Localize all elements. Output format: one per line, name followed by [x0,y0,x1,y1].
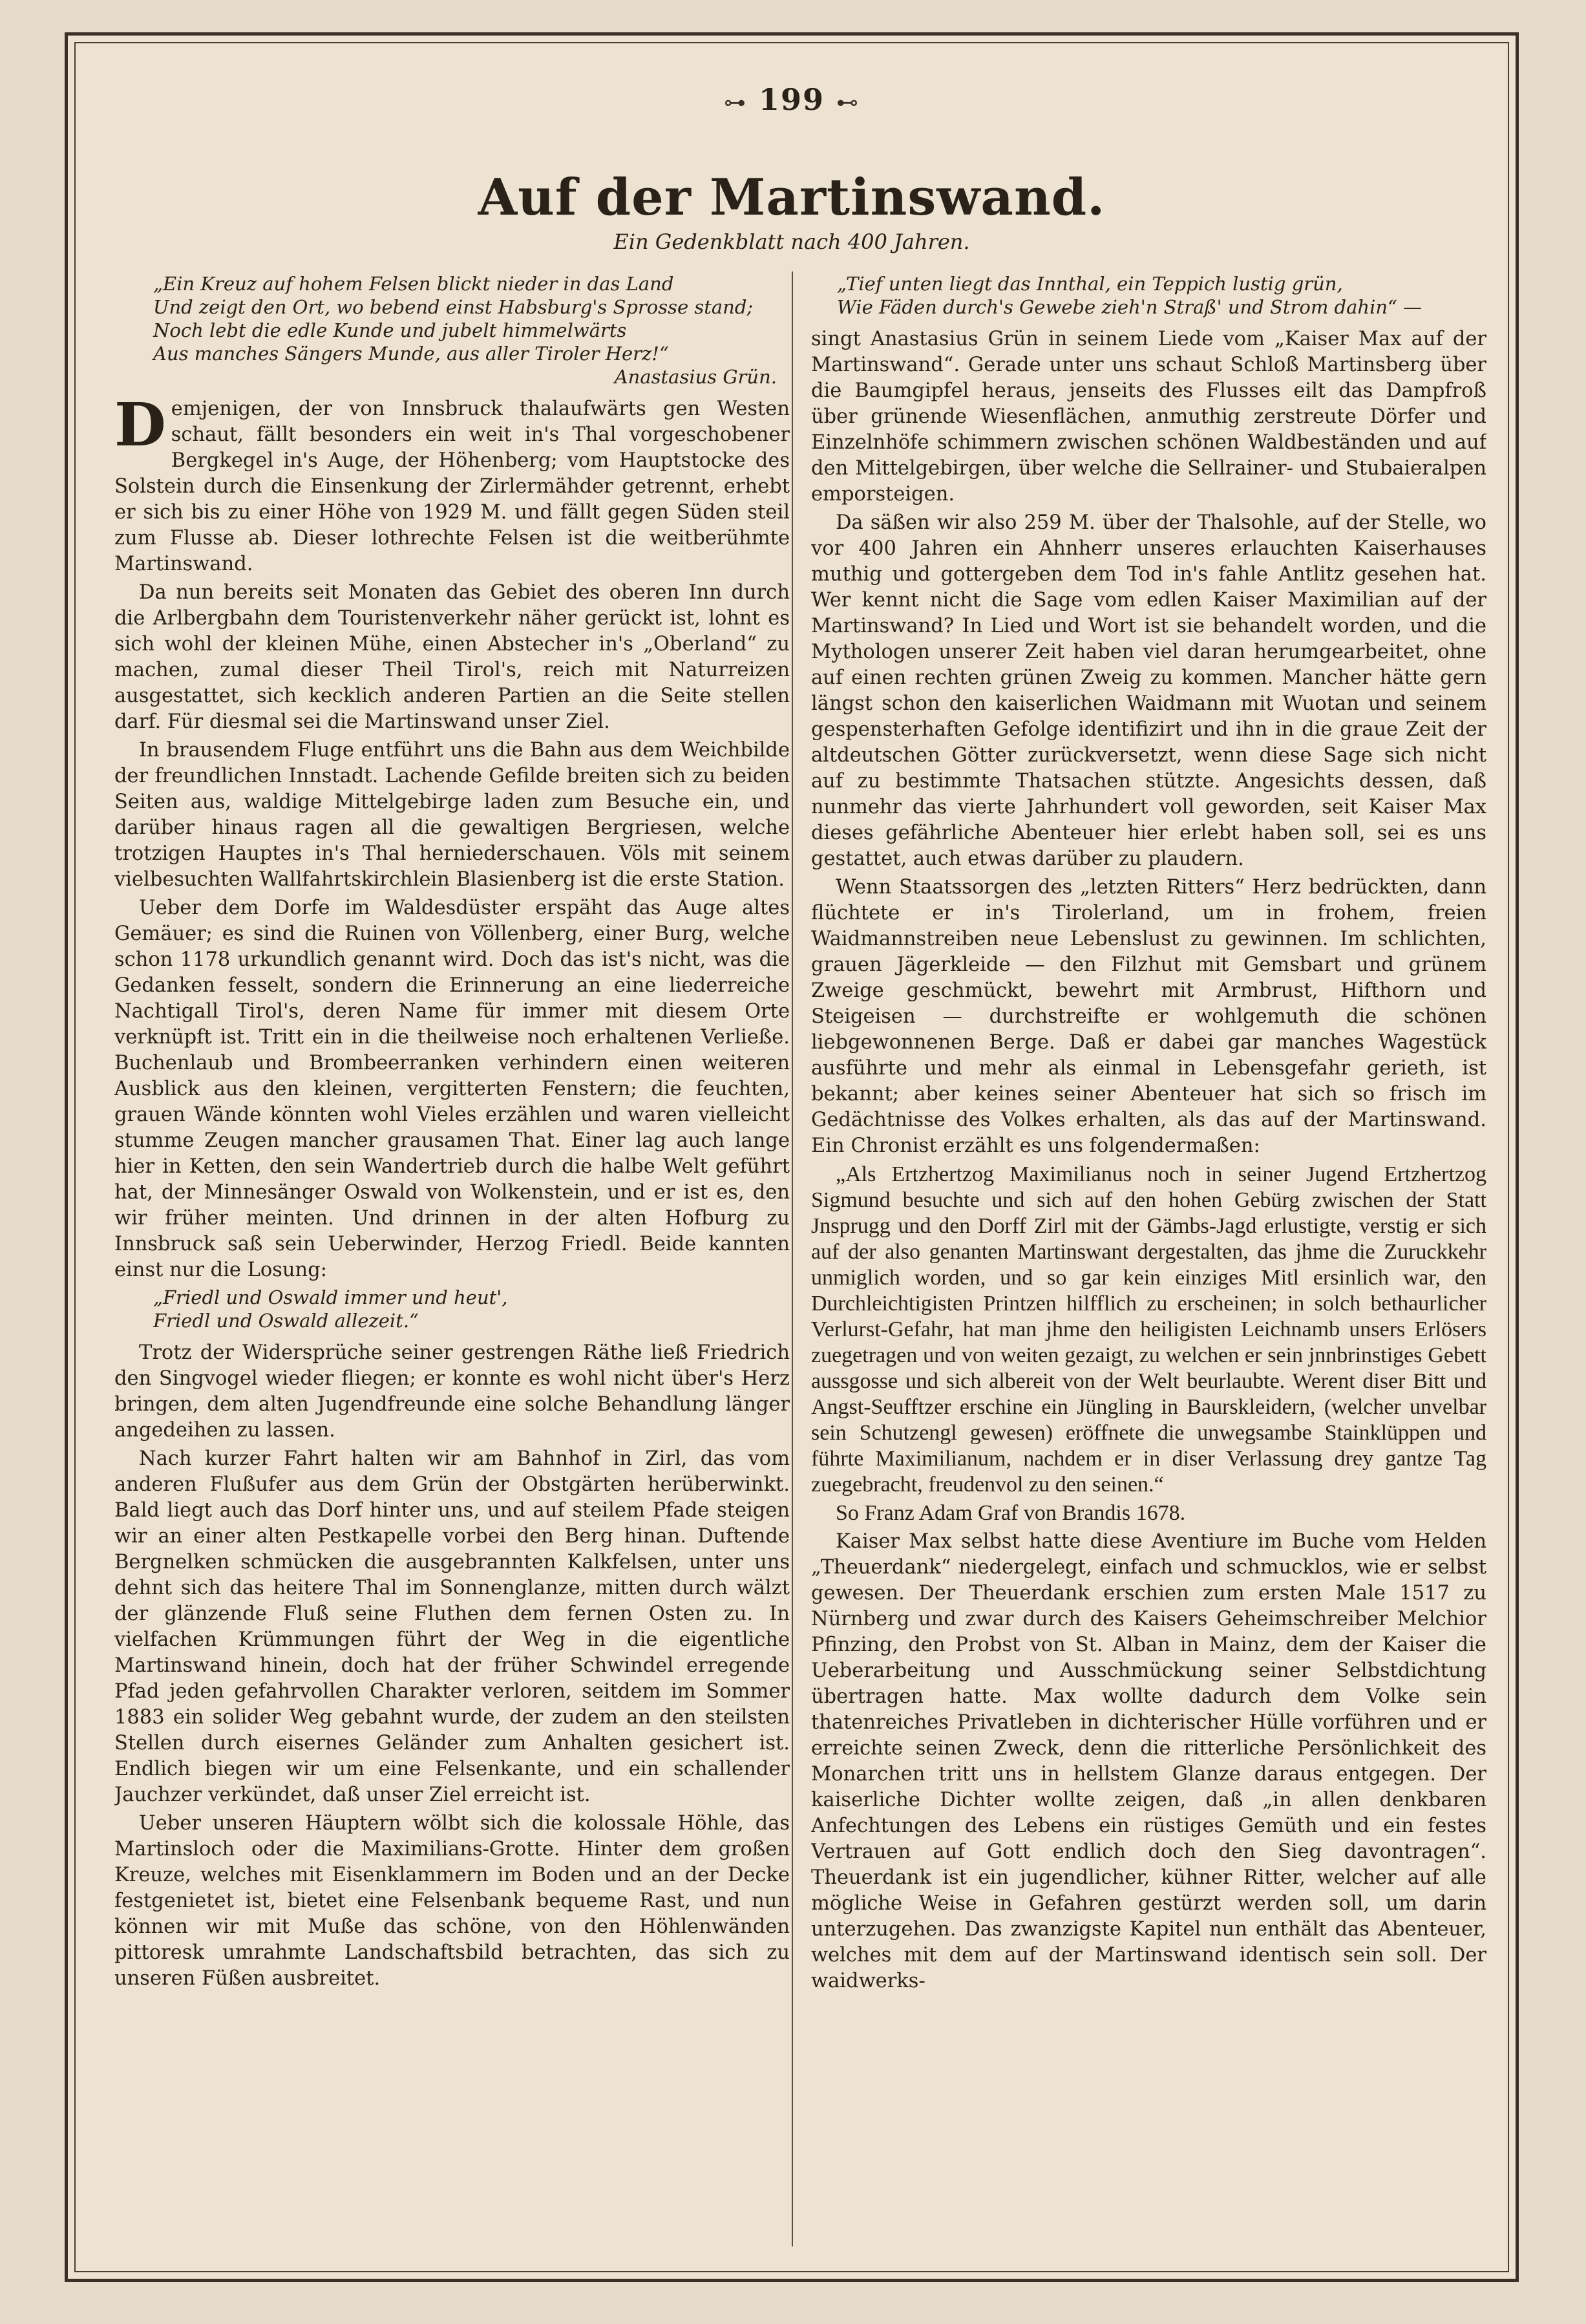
epigraph [153,272,790,389]
epigraph-line: Aus manches Sängers Munde, aus aller Tiroler Herz!“ [153,343,669,365]
inline-verse [153,1286,790,1332]
article-title: Auf der Martinswand. [478,168,1106,227]
verse-line: Friedl und Oswald allezeit.“ [153,1310,419,1332]
verse-line: „Friedl und Oswald immer und heut', [153,1286,508,1308]
paragraph: Nach kurzer Fahrt halten wir am Bahnhof in Zirl, das vom anderen Flußufer aus dem Grün der Obstgärten herüberwinkt. Bald liegt auch das Dorf hinter uns, und auf steilem Pfade steigen wir an einer alten Pestkapelle vorbei den Berg hinan. Duftende Bergnelken schmücken die ausgebrannten Kalkfelsen, unter uns dehnt sich das heitere Thal im Sonnenglanze, mitten durch wälzt der glänzende Fluß seine Fluthen dem fernen Osten zu. In vielfachen Krümmungen führt der Weg in die eigentliche Martinswand hinein, doch hat der früher Schwindel erregende Pfad jeden gefahrvollen Charakter verloren, seitdem im Sommer 1883 ein solider Weg gebahnt wurde, der zudem an den steilsten Stellen durch eisernes Geländer zum Anhalten gesichert ist. Endlich biegen wir um eine Felsenkante, und ein schallender Jauchzer verkündet, daß unser Ziel erreicht ist. [114,1447,790,1806]
page-frame [65,32,1519,2282]
verse-line: Wie Fäden durch's Gewebe zieh'n Straß' und Strom dahin“ — [837,296,1422,318]
epigraph-author: Anastasius Grün. [614,366,777,388]
paragraph: Wenn Staatssorgen des „letzten Ritters“ Herz bedrückten, dann flüchtete er in's Tirolerland, um in frohem, freien Waidmannstreiben neue Lebenslust zu gewinnen. Im schlichten, grauen Jägerkleide — den Filzhut mit Gemsbart und grünem Zweige geschmückt, bewehrt mit Armbrust, Hifthorn und Steigeisen — durchstreifte er wohlgemuth die schönen liebgewonnenen Berge. Daß er dabei gar manches Wagestück ausführte und mehr als einmal in Lebensgefahr gerieth, ist bekannt; aber keines seiner Abenteuer hat sich so frisch im Gedächtnisse des Volkes erhalten, als das auf der Martinswand. Ein Chronist erzählt es uns folgendermaßen: [811,876,1486,1157]
right-column [811,270,1486,2253]
paragraph-text: emjenigen, der von Innsbruck thalaufwärts gen Westen schaut, fällt besonders ein weit in's Thal vorgeschobener Bergkegel in's Auge, der Höhenberg; vom Hauptstocke des Solstein durch die Einsenkung der Zirlermähder getrennt, erhebt er sich bis zu einer Höhe von 1929 M. und fällt gegen Süden steil zum Flusse ab. Dieser lothrechte Felsen ist die weitberühmte Martinswand. [114,398,790,575]
paragraph: Ueber dem Dorfe im Waldesdüster erspäht das Auge altes Gemäuer; es sind die Ruinen von Völlenberg, einer Burg, welche schon 1178 urkundlich genannt wird. Doch das ist's nicht, was die Gedanken fesselt, sondern die Erinnerung an eine liederreiche Nachtigall Tirol's, deren Name für immer mit diesem Orte verknüpft ist. Tritt ein in die theilweise noch erhaltenen Verließe. Buchenlaub und Brombeerranken verhindern einen weiteren Ausblick aus den kleinen, vergitterten Fenstern; die feuchten, grauen Wände könnten wohl Vieles erzählen und waren vielleicht stumme Zeugen mancher grausamen That. Einer lag auch lange hier in Ketten, den sein Wandertrieb durch die halbe Welt geführt hat, der Minnesänger Oswald von Wolkenstein, und er ist es, den wir früher meinten. Und drinnen in der alten Hofburg zu Innsbruck saß sein Ueberwinder, Herzog Friedl. Beide kannten einst nur die Losung: [114,897,790,1281]
paragraph: Da nun bereits seit Monaten das Gebiet des oberen Inn durch die Arlbergbahn dem Touristenverkehr näher gerückt ist, lohnt es sich wohl der kleinen Mühe, einen Abstecher in's „Oberland“ zu machen, zumal dieser Theil Tirol's, reich mit Naturreizen ausgestattet, sich kecklich anderen Partien an die Seite stellen darf. Für diesmal sei die Martinswand unser Ziel. [114,581,790,733]
article-subtitle: Ein Gedenkblatt nach 400 Jahren. [613,229,970,254]
paragraph: Kaiser Max selbst hatte diese Aventiure im Buche vom Helden „Theuerdank“ niedergelegt, einfach und schmucklos, wie er selbst gewesen. Der Theuerdank erschien zum ersten Male 1517 zu Nürnberg und zwar durch des Kaisers Geheimschreiber Melchior Pfinzing, den Probst von St. Alban in Mainz, dem der Kaiser die Ueberarbeitung und Ausschmückung seiner Selbstdichtung übertragen hatte. Max wollte dadurch dem Volke sein thatenreiches Privatleben in dichterischer Hülle vorführen und er erreichte seinen Zweck, denn die ritterliche Persönlichkeit des Monarchen tritt uns in hellstem Glanze daraus entgegen. Der kaiserliche Dichter wollte zeigen, daß „in allen denkbaren Anfechtungen des Lebens ein rüstiges Gemüth und ein festes Vertrauen auf Gott endlich doch den Sieg davontragen“. Theuerdank ist ein jugendlicher, kühner Ritter, welcher auf alle mögliche Weise in Gefahren gestürzt werden soll, um darin unterzugehen. Das zwanzigste Kapitel nun enthält das Abenteuer, welches mit dem auf der Martinswand identisch sein soll. Der waidwerks- [811,1530,1486,1992]
paragraph: Da säßen wir also 259 M. über der Thalsohle, auf der Stelle, wo vor 400 Jahren ein Ahnherr unseres erlauchten Kaiserhauses muthig und gottergeben dem Tod in's fahle Antlitz gesehen hat. Wer kennt nicht die Sage vom edlen Kaiser Maximilian auf der Martinswand? In Lied und Wort ist sie behandelt worden, und die Mythologen unserer Zeit haben viel daran herumgearbeitet, ohne auf einen rechten grünen Zweig zu kommen. Mancher hätte gern längst schon den kaiserlichen Waidmann mit Wuotan und seinem gespensterhaften Gefolge identifizirt und ihn in die graue Zeit der altdeutschen Götter zurückversetzt, wenn diese Sage sich nicht auf zu bestimmte Thatsachen stützte. Angesichts dessen, daß nunmehr das vierte Jahrhundert voll geworden, seit Kaiser Max dieses gefährliche Abenteuer hier erlebt haben soll, sei es uns gestattet, auch etwas darüber zu plaudern. [811,511,1486,870]
chronicle-quote: „Als Ertzhertzog Maximilianus noch in seiner Jugend Ertzhertzog Sigmund besuchte und sich auf den hohen Gebürg zwischen der Statt Jnsprugg und den Dorff Zirl mit der Gämbs-Jagd erlustigte, verstig er sich auf der also genanten Martinswant dergestalten, das jhme die Zuruckkehr unmiglich worden, und so gar kein einziges Mitl ersinlich war, den Durchleichtigisten Printzen hilfflich zu erscheinen; in solch bethaurlicher Verlurst-Gefahr, hat man jhme den heiligisten Leichnamb unsers Erlösers zuegetragen und von weiten gezaigt, zu welchen er sein jnnbrinstiges Gebett aussgosse und sich albereit von der Welt beurlaubte. Werent diser Bitt und Angst-Seufftzer erschine ein Jüngling in Baurskleidern, (welcher unvelbar sein Schutzengl gewesen) eröffnete die unwegsambe Stainklüppen und führte Maximilianum, nachdem er in diser Verlassung drey gantze Tag zuegebracht, freudenvol zu den seinen.“ [811,1162,1486,1497]
paragraph [114,390,790,577]
epigraph-line: „Ein Kreuz auf hohem Felsen blickt nieder in das Land [153,273,674,295]
quote-source: So Franz Adam Graf von Brandis 1678. [836,1501,1186,1525]
epigraph-line: Und zeigt den Ort, wo bebend einst Habsburg's Sprosse stand; [153,296,754,318]
inline-verse [837,272,1486,319]
paragraph: In brausendem Fluge entführt uns die Bahn aus dem Weichbilde der freundlichen Innstadt. Lachende Gefilde breiten sich zu beiden Seiten aus, waldige Mittelgebirge laden zum Besuche ein, und darüber hinaus ragen all die gewaltigen Bergriesen, welche trotzigen Hauptes in's Thal herniederschauen. Völs mit seinem vielbesuchten Wallfahrtskirchlein Blasienberg ist die erste Station. [114,739,790,891]
paragraph: singt Anastasius Grün in seinem Liede vom „Kaiser Max auf der Martinswand“. Gerade unter uns schaut Schloß Martinsberg über die Baumgipfel heraus, jenseits des Flusses eilt das Dampfroß über grünende Wiesenflächen, anmuthig zerstreute Dörfer und Einzelnhöfe schimmern zwischen schönen Waldbeständen und auf den Mittelgebirgen, über welche die Sellrainer- und Stubaieralpen emporsteigen. [811,328,1486,506]
paragraph: Trotz der Widersprüche seiner gestrengen Räthe ließ Friedrich den Singvogel wieder fliegen; er konnte es wohl nicht über's Herz bringen, dem alten Jugendfreunde eine solche Behandlung länger angedeihen zu lassen. [114,1341,790,1442]
paragraph: Ueber unseren Häuptern wölbt sich die kolossale Höhle, das Martinsloch oder die Maximilians-Grotte. Hinter dem großen Kreuze, welches mit Eisenklammern im Boden und an der Decke festgenietet ist, bietet eine Felsenbank bequeme Rast, und nun können wir mit Muße das schöne, von den Höhlenwänden pittoresk umrahmte Landschaftsbild betrachten, das sich zu unseren Füßen ausbreitet. [114,1812,790,1990]
epigraph-line: Noch lebt die edle Kunde und jubelt himmelwärts [153,319,627,341]
left-column [114,270,790,2253]
ornament-right-icon: ⊷ [836,90,860,116]
page-number: 199 [758,82,825,117]
column-divider [792,272,793,2246]
verse-line: „Tief unten liegt das Innthal, ein Teppich lustig grün, [837,273,1343,295]
drop-cap: D [114,390,166,460]
page-number-line [68,82,1516,117]
ornament-left-icon: ⊶ [723,90,747,116]
